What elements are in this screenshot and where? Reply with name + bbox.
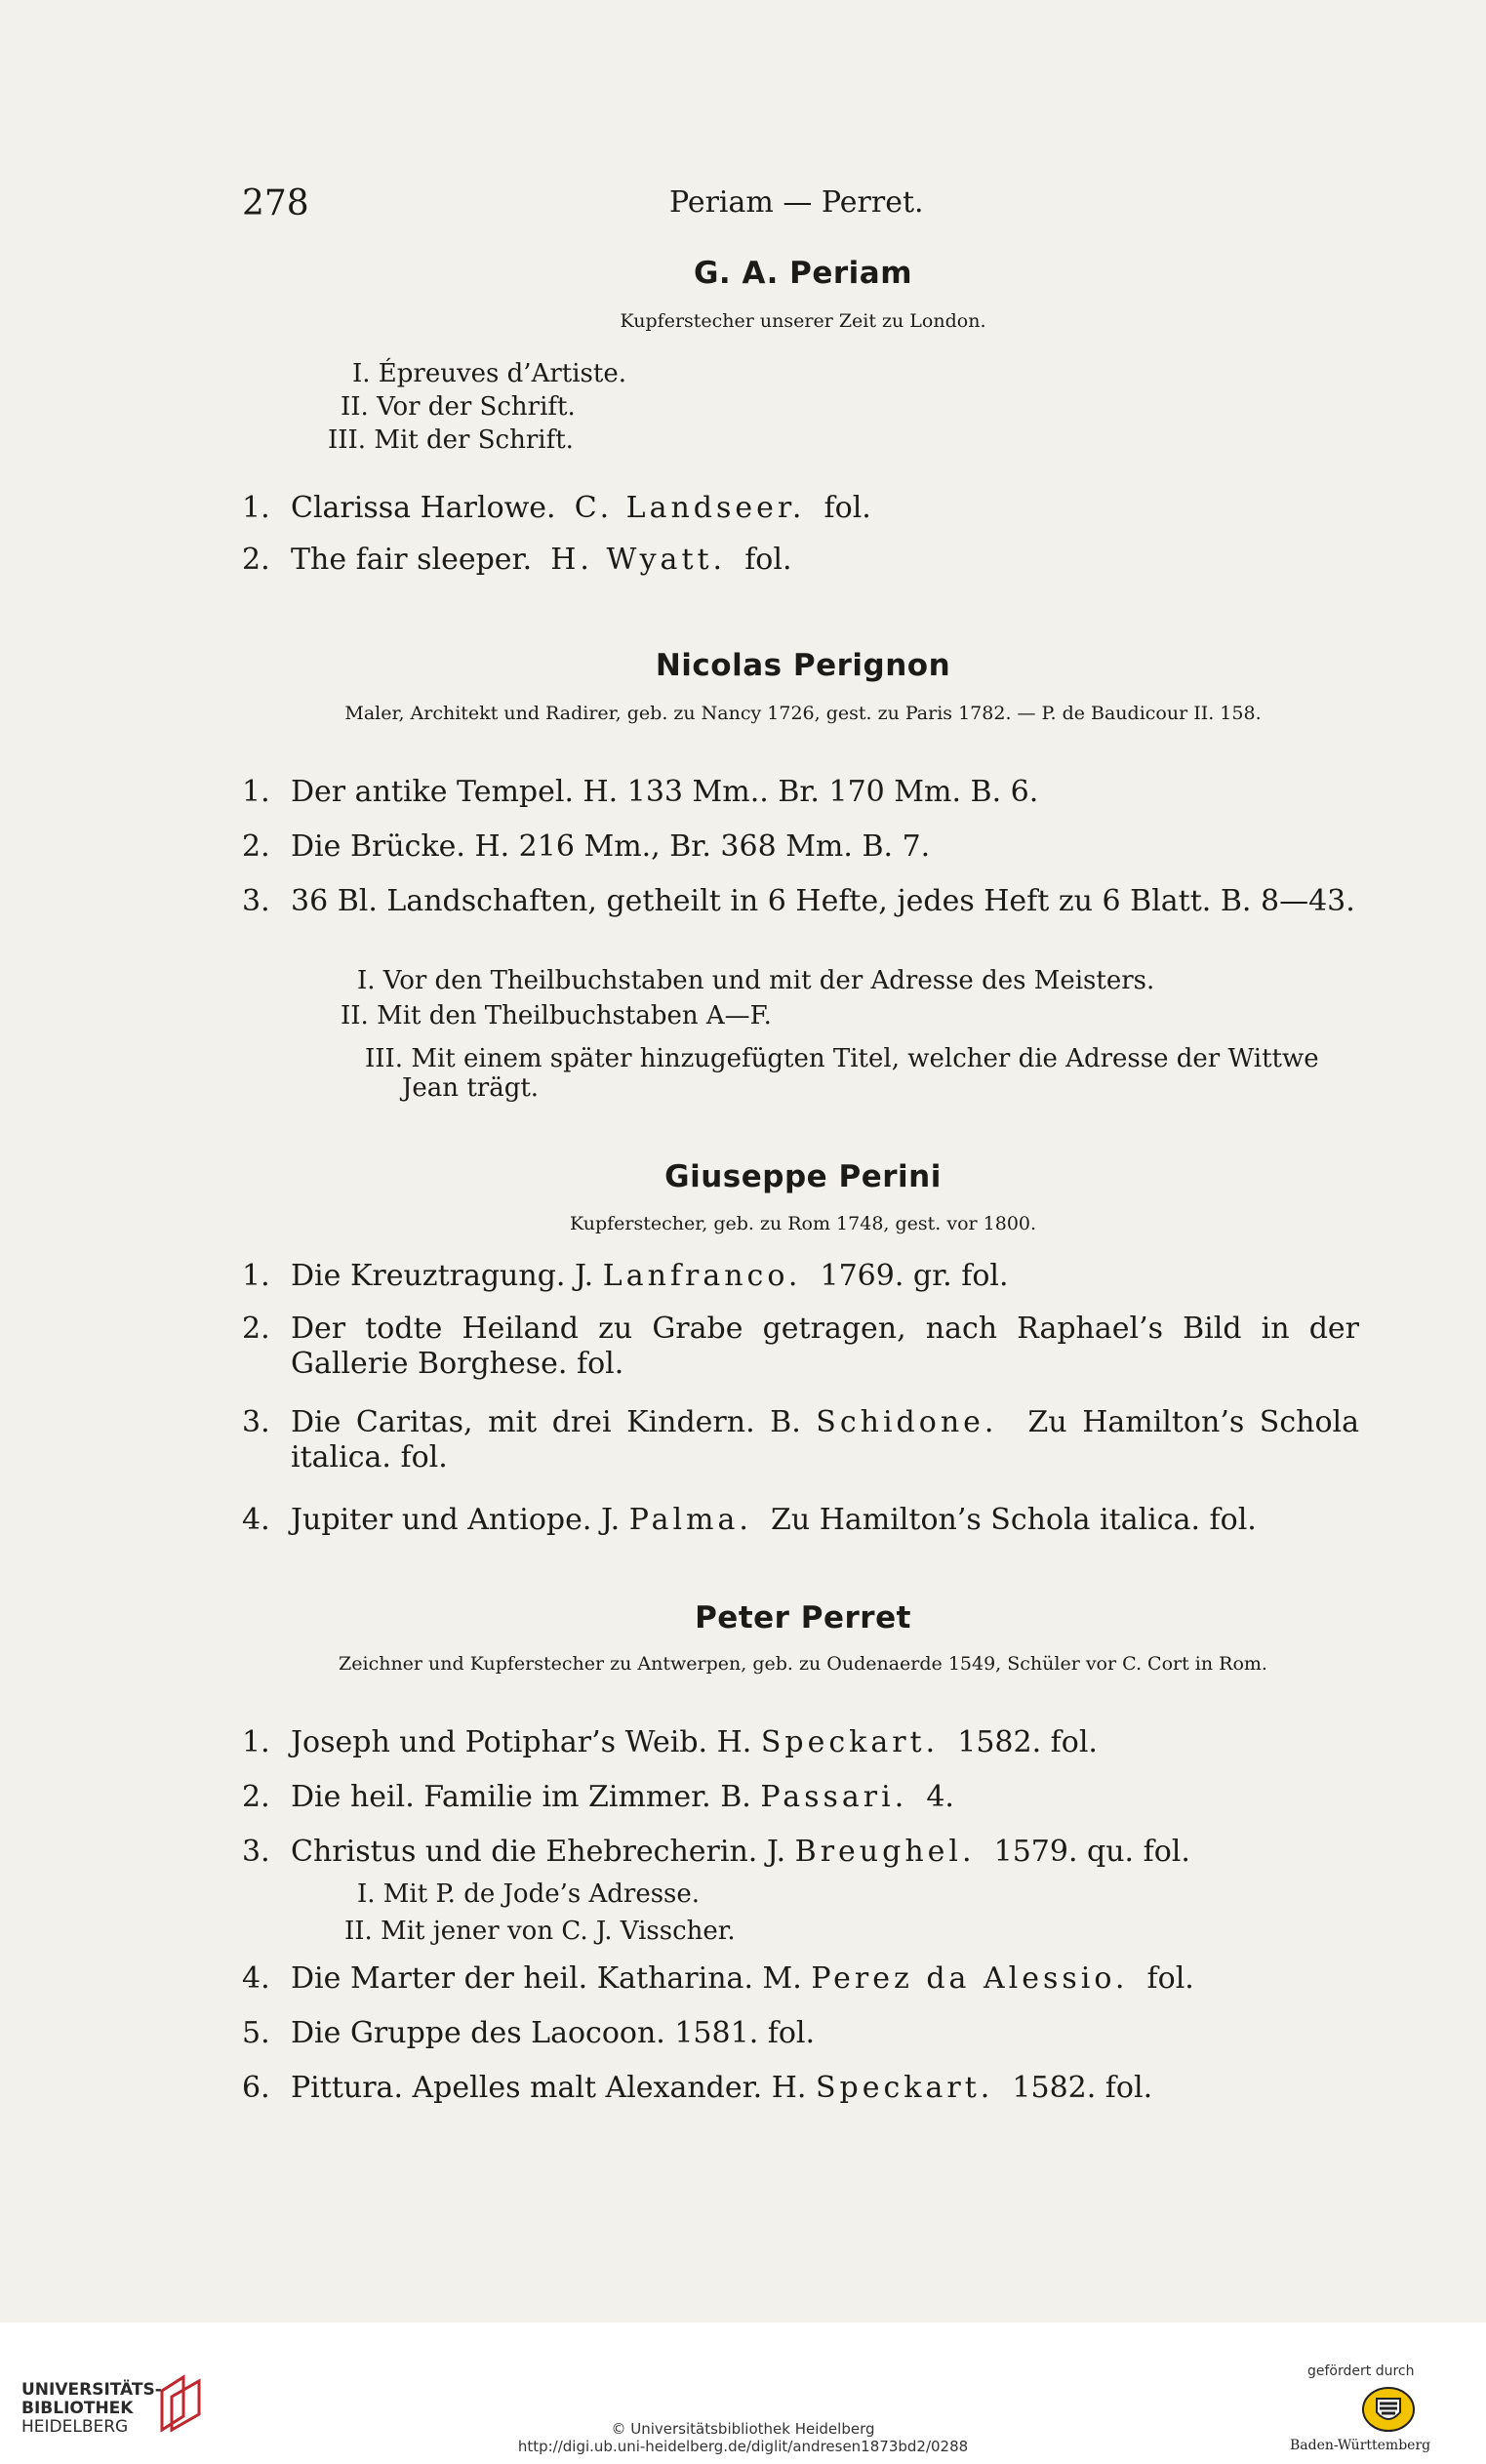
catalog-entry [242, 2016, 1359, 2051]
entry-format: 1582. fol. [1012, 2071, 1153, 2105]
permalink-url[interactable]: http://digi.ub.uni-heidelberg.de/diglit/andresen1873bd2/0288 [517, 2438, 969, 2455]
entry-artist: Breughel. [794, 1835, 976, 1869]
entry-title: Pittura. Apelles malt Alexander. H. [291, 2071, 807, 2105]
entry-artist: Perez da Alessio. [811, 1961, 1129, 1996]
entry-title: Die heil. Familie im Zimmer. B. [291, 1780, 751, 1814]
entry-format: fol. [744, 543, 792, 577]
entry-text: Die Brücke. H. 216 Mm., Br. 368 Mm. B. 7. [291, 829, 931, 864]
entry-text: Der todte Heiland zu Grabe getragen, nach Raphael’s Bild in der Gallerie Borghese. fol. [291, 1312, 1359, 1381]
viewer-footer [0, 2323, 1486, 2464]
entry-number: 1. [242, 1725, 270, 1759]
entry-number: 6. [242, 2071, 270, 2105]
entry-artist: Lanfranco. [602, 1259, 802, 1293]
coat-of-arms-icon [1361, 2385, 1416, 2434]
entry-artist: Passari. [760, 1780, 908, 1814]
entry-title: Jupiter und Antiope. J. [291, 1503, 621, 1537]
section-title-perini: Giuseppe Perini [664, 1159, 942, 1194]
entry-number: 5. [242, 2016, 270, 2050]
page-header [242, 183, 1364, 226]
entry-format: fol. [1146, 1961, 1194, 1996]
state-line: I. Mit P. de Jode’s Adresse. [357, 1879, 701, 1909]
entry-format: 1582. fol. [957, 1725, 1098, 1759]
catalog-entry [242, 2071, 1359, 2106]
catalog-entry [242, 1725, 1359, 1760]
catalog-entry [242, 884, 1359, 919]
state-line: II. Vor der Schrift. [341, 392, 576, 422]
entry-number: 4. [242, 1503, 270, 1537]
entry-artist: H. Wyatt. [550, 543, 727, 577]
catalog-entry [242, 543, 1359, 578]
page-number: 278 [242, 183, 309, 223]
running-head: Periam — Perret. [669, 185, 924, 220]
entry-title: Joseph und Potiphar’s Weib. H. [291, 1725, 752, 1759]
entry-artist: Speckart. [760, 1725, 940, 1759]
entry-number: 3. [242, 884, 270, 918]
entry-number: 2. [242, 543, 270, 577]
entry-format: 4. [926, 1780, 954, 1814]
entry-number: 3. [242, 1835, 270, 1869]
state-line: I. Vor den Theilbuchstaben und mit der Adresse des Meisters. [357, 966, 1155, 995]
entry-number: 1. [242, 491, 270, 525]
entry-text: Der antike Tempel. H. 133 Mm.. Br. 170 Mm. B. 6. [291, 775, 1039, 809]
entry-format: fol. [823, 491, 871, 525]
entry-title: Die Caritas, mit drei Kindern. B. [291, 1405, 801, 1439]
copyright-notice [0, 2417, 1486, 2455]
section-subtitle-perignon: Maler, Architekt und Radirer, geb. zu Nancy 1726, gest. zu Paris 1782. — P. de Baudicour II. 158. [344, 703, 1262, 724]
library-name-line: HEIDELBERG [21, 2417, 129, 2437]
entry-text: Die Gruppe des Laocoon. 1581. fol. [291, 2016, 816, 2050]
entry-title: Christus und die Ehebrecherin. J. [291, 1835, 786, 1869]
state-line: II. Mit den Theilbuchstaben A—F. [341, 1001, 772, 1030]
entry-artist: C. Landseer. [574, 491, 806, 525]
catalog-entry [242, 1312, 1359, 1382]
state-line: III. Mit einem später hinzugefügten Titel, welcher die Adresse der Wittwe Jean trägt. [365, 1044, 1319, 1103]
catalog-entry [242, 775, 1359, 810]
entry-format: 1579. qu. fol. [993, 1835, 1190, 1869]
entry-title: Die Marter der heil. Katharina. M. [291, 1961, 802, 1996]
catalog-entry [242, 829, 1359, 865]
catalog-entry [242, 1835, 1359, 1870]
funder-name: Baden-Württemberg [1290, 2438, 1431, 2453]
entry-artist: Palma. [628, 1503, 752, 1537]
section-subtitle-perret: Zeichner und Kupferstecher zu Antwerpen, geb. zu Oudenaerde 1549, Schüler vor C. Cort in Rom. [339, 1653, 1267, 1675]
entry-format: Zu Hamilton’s Schola italica. fol. [771, 1503, 1257, 1537]
entry-title: Clarissa Harlowe. [291, 491, 556, 525]
entry-artist: Speckart. [816, 2071, 994, 2105]
funded-by-label: gefördert durch [1307, 2363, 1415, 2379]
copyright-text: © Universitätsbibliothek Heidelberg [611, 2420, 875, 2438]
entry-number: 1. [242, 775, 270, 809]
section-title-perignon: Nicolas Perignon [655, 648, 951, 683]
section-title-perret: Peter Perret [695, 1600, 911, 1636]
catalog-entry [242, 1259, 1359, 1294]
entry-number: 4. [242, 1961, 270, 1996]
section-subtitle-perini: Kupferstecher, geb. zu Rom 1748, gest. vor 1800. [569, 1213, 1037, 1234]
catalog-entry [242, 1961, 1359, 1997]
section-title-periam: G. A. Periam [693, 256, 913, 291]
library-name-line: UNIVERSITÄTS- [21, 2380, 162, 2400]
state-line: II. Mit jener von C. J. Visscher. [344, 1917, 736, 1946]
entry-format: 1769. gr. fol. [820, 1259, 1009, 1293]
entry-title: Die Kreuztragung. J. [291, 1259, 594, 1293]
entry-number: 2. [242, 829, 270, 864]
catalog-entry [242, 1503, 1359, 1538]
entry-number: 2. [242, 1312, 270, 1346]
entry-number: 1. [242, 1259, 270, 1293]
state-line: I. Épreuves d’Artiste. [352, 359, 626, 388]
catalog-entry [242, 1405, 1359, 1475]
entry-artist: Schidone. [816, 1405, 998, 1439]
entry-format: Zu Hamilton’s Schola italica. fol. [291, 1405, 1359, 1474]
catalog-entry [242, 1780, 1359, 1815]
entry-number: 2. [242, 1780, 270, 1814]
state-line: III. Mit der Schrift. [328, 425, 574, 455]
section-subtitle-periam: Kupferstecher unserer Zeit zu London. [620, 310, 986, 332]
entry-number: 3. [242, 1405, 270, 1439]
catalog-entry [242, 491, 1359, 526]
entry-text: 36 Bl. Landschaften, getheilt in 6 Hefte, jedes Heft zu 6 Blatt. B. 8—43. [291, 884, 1355, 918]
entry-title: The fair sleeper. [291, 543, 533, 577]
library-name-line: BIBLIOTHEK [21, 2399, 134, 2418]
